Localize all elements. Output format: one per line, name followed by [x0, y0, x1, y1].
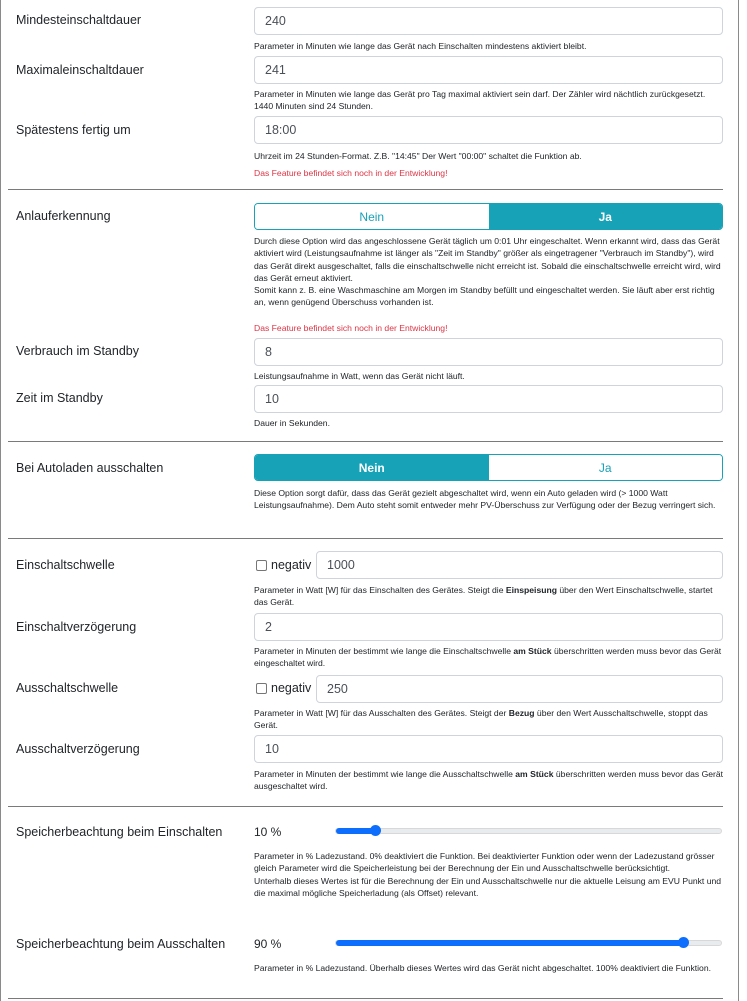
on-delay-help [254, 645, 724, 670]
storage-off-slider-fill [336, 940, 683, 946]
startup-detection-no-button[interactable]: Nein [255, 204, 489, 229]
storage-on-slider-thumb[interactable] [370, 825, 381, 836]
on-threshold-help-text: Parameter in Watt [W] für das Einschalten des Gerätes. Steigt die [254, 585, 506, 595]
startup-detection-help [254, 235, 724, 309]
finish-by-help: Uhrzeit im 24 Stunden-Format. Z.B. "14:45" Der Wert "00:00" schaltet die Funktion ab. [254, 151, 582, 161]
startup-detection-help-1: Durch diese Option wird das angeschlossene Gerät täglich um 0:01 Uhr eingeschaltet. Wenn erkannt wird, dass das Gerät aktiviert wird (Leistungsaufnahme ist länger als "Zeit im Standby" größer als eingetragener "Verbrauch im Standby"), wird das Gerät direkt ausgeschaltet, falls die einschaltschwelle nicht erreicht ist. Sobald die einschaltschwelle erreicht wird, wird das Gerät erneut aktiviert. [254, 236, 721, 283]
standby-time-help: Dauer in Sekunden. [254, 418, 330, 428]
standby-time-input[interactable]: 10 [254, 385, 723, 413]
startup-detection-label: Anlauferkennung [16, 209, 111, 223]
off-delay-help-text-end: überschritten werden muss bevor das Gerät ausgeschaltet wird. [254, 769, 724, 792]
finish-by-warning: Das Feature befindet sich noch in der Entwicklung! [254, 168, 448, 178]
storage-off-slider[interactable] [335, 940, 722, 946]
off-threshold-negative-checkbox[interactable] [256, 683, 267, 694]
max-duration-help: Parameter in Minuten wie lange das Gerät pro Tag maximal aktiviert sein darf. Der Zähler wird nächtlich zurückgesetzt. 1440 Minuten sind 24 Stunden. [254, 89, 706, 112]
section-divider [8, 998, 723, 999]
storage-off-label: Speicherbeachtung beim Ausschalten [16, 937, 226, 951]
on-delay-input[interactable]: 2 [254, 613, 723, 641]
min-duration-help: Parameter in Minuten wie lange das Gerät nach Einschalten mindestens aktiviert bleibt. [254, 41, 587, 51]
off-threshold-input[interactable]: 250 [316, 675, 723, 703]
off-delay-help [254, 768, 724, 793]
min-duration-label: Mindesteinschaltdauer [16, 13, 142, 27]
on-threshold-label: Einschaltschwelle [16, 558, 115, 572]
autoload-off-yes-button[interactable]: Ja [489, 455, 723, 480]
startup-detection-warning: Das Feature befindet sich noch in der Entwicklung! [254, 323, 448, 333]
autoload-off-help: Diese Option sorgt dafür, dass das Gerät gezielt abgeschaltet wird, wenn ein Auto geladen wird (> 1000 Watt Leistungsaufnahme). Dem Auto steht somit entweder mehr PV-Überschuss zur Verfügung oder der Bezug verringert sich. [254, 488, 716, 511]
storage-on-help-1: Parameter in % Ladezustand. 0% deaktiviert die Funktion. Bei deaktivierter Funktion oder wenn der Ladezustand grösser gleich Parameter wird die Speicherleistung bei der Berechnung der Ein und Ausschaltschwelle berücksichtigt. [254, 851, 715, 874]
max-duration-input[interactable]: 241 [254, 56, 723, 84]
on-delay-help-text-end: überschritten werden muss bevor das Gerät eingeschaltet wird. [254, 646, 722, 669]
on-delay-help-bold: am Stück [513, 646, 552, 656]
storage-off-percent: 90 % [254, 937, 282, 951]
storage-on-slider-fill [336, 828, 375, 834]
storage-off-slider-thumb[interactable] [678, 937, 689, 948]
storage-off-help: Parameter in % Ladezustand. Überhalb dieses Wertes wird das Gerät nicht abgeschaltet. 100% deaktiviert die Funktion. [254, 963, 711, 973]
off-threshold-help [254, 707, 724, 732]
on-threshold-negative-label: negativ [271, 558, 312, 572]
autoload-off-no-button[interactable]: Nein [255, 455, 489, 480]
off-threshold-label: Ausschaltschwelle [16, 681, 119, 695]
off-threshold-help-text-end: über den Wert Ausschaltschwelle, stoppt das Gerät. [254, 708, 708, 731]
off-delay-help-text: Parameter in Minuten der bestimmt wie lange die Ausschaltschwelle [254, 769, 516, 779]
autoload-off-label: Bei Autoladen ausschalten [16, 461, 164, 475]
storage-on-slider[interactable] [335, 828, 722, 834]
standby-time-label: Zeit im Standby [16, 391, 103, 405]
off-delay-label: Ausschaltverzögerung [16, 742, 140, 756]
standby-consumption-input[interactable]: 8 [254, 338, 723, 366]
on-threshold-negative-checkbox[interactable] [256, 560, 267, 571]
on-threshold-help [254, 584, 724, 609]
on-delay-help-text: Parameter in Minuten der bestimmt wie lange die Einschaltschwelle [254, 646, 514, 656]
standby-consumption-label: Verbrauch im Standby [16, 344, 139, 358]
on-threshold-help-text-end: über den Wert Einschaltschwelle, startet das Gerät. [254, 585, 713, 608]
off-threshold-help-text: Parameter in Watt [W] für das Ausschalten des Gerätes. Steigt der [254, 708, 509, 718]
section-divider [8, 538, 723, 539]
section-divider [8, 441, 723, 442]
storage-on-percent: 10 % [254, 825, 282, 839]
storage-on-label: Speicherbeachtung beim Einschalten [16, 825, 223, 839]
finish-by-input[interactable]: 18:00 [254, 116, 723, 144]
section-divider [8, 189, 723, 190]
on-threshold-help-bold: Einspeisung [505, 585, 557, 595]
off-threshold-help-bold: Bezug [508, 708, 535, 718]
startup-detection-toggle [254, 203, 723, 230]
max-duration-label: Maximaleinschaltdauer [16, 63, 144, 77]
storage-on-help [254, 850, 724, 899]
on-delay-label: Einschaltverzögerung [16, 620, 137, 634]
storage-on-help-2: Unterhalb dieses Wertes ist für die Berechnung der Ein und Ausschaltschwelle nur die aktuelle Leisung am EVU Punkt und die maximal mögliche Speicherladung (als Offset) relevant. [254, 875, 722, 898]
section-divider [8, 806, 723, 807]
min-duration-input[interactable]: 240 [254, 7, 723, 35]
startup-detection-help-2: Somit kann z. B. eine Waschmaschine am Morgen im Standby befüllt und eingeschaltet werden. Sie läuft aber erst richtig an, wenn genügend Überschuss vorhanden ist. [254, 285, 715, 308]
off-threshold-negative-label: negativ [271, 681, 312, 695]
finish-by-label: Spätestens fertig um [16, 123, 131, 137]
off-delay-help-bold: am Stück [515, 769, 554, 779]
standby-consumption-help: Leistungsaufnahme in Watt, wenn das Gerät nicht läuft. [254, 371, 465, 381]
on-threshold-input[interactable]: 1000 [316, 551, 723, 579]
startup-detection-yes-button[interactable]: Ja [489, 204, 723, 229]
autoload-off-toggle [254, 454, 723, 481]
off-delay-input[interactable]: 10 [254, 735, 723, 763]
